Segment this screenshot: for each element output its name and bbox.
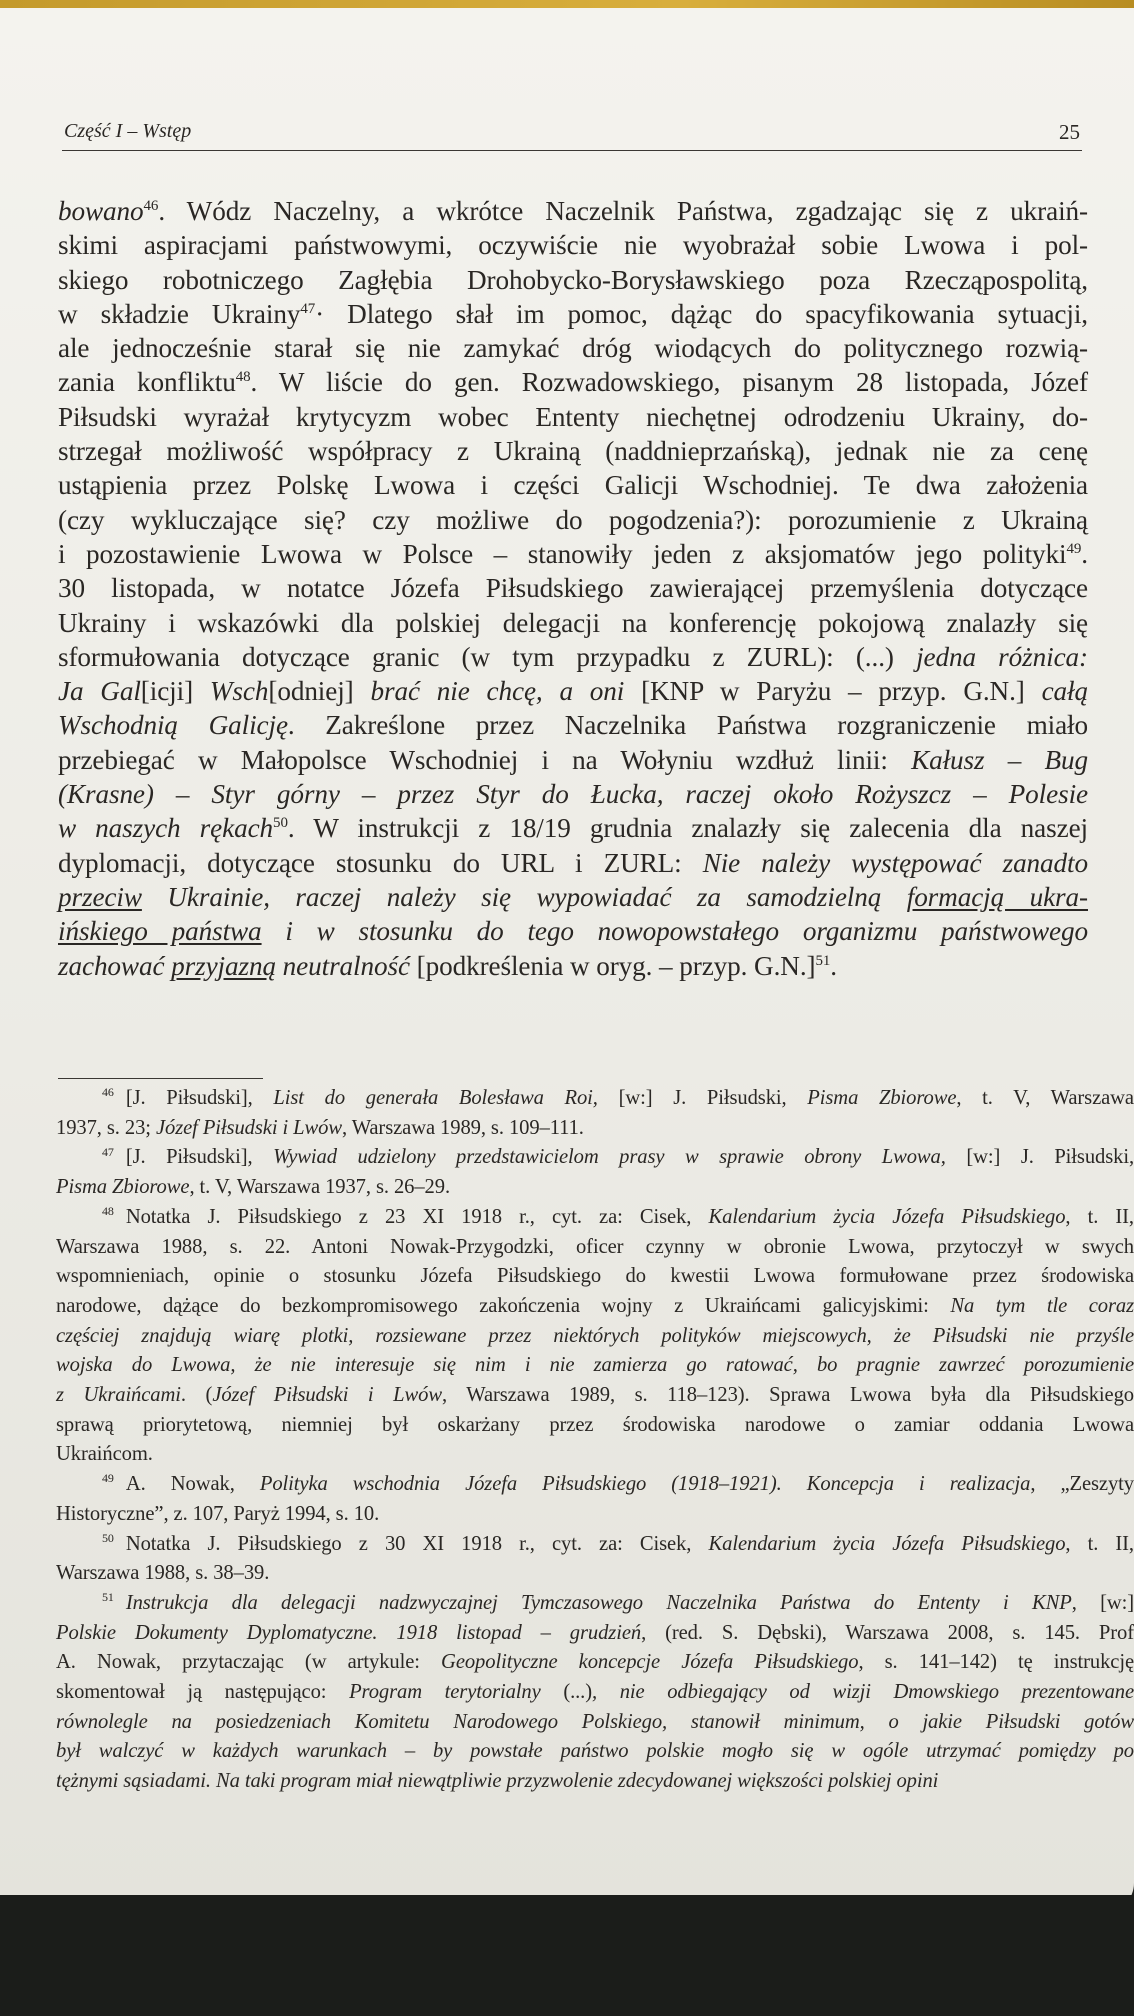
text-run: sformułowania dotyczące granic (w tym przypadku z ZURL): (...) (58, 641, 917, 672)
text-run: 30 listopada, w notatce Józefa Piłsudskiego zawierającej przemyślenia dotyczące (58, 573, 1088, 604)
text-run: A. Nowak, (125, 1473, 260, 1496)
text-line (58, 400, 1088, 434)
text-run: [w:] J. Piłsudski, (966, 1146, 1134, 1169)
text-run: bowano (58, 196, 144, 226)
text-line (58, 263, 1088, 297)
text-line (58, 880, 1088, 914)
text-run: ustąpienia przez Polskę Lwowa i części Galicji Wschodniej. Te dwa założenia (58, 470, 1088, 501)
text-line (58, 297, 1088, 331)
text-run: [J. Piłsudski], (125, 1087, 274, 1109)
text-line (58, 914, 1088, 948)
text-run: Kalendarium życia Józefa Piłsudskiego (708, 1532, 1066, 1555)
text-run: (czy wykluczające się? czy możliwe do pogodzenia?): porozumienie z Ukrainą (58, 504, 1088, 535)
text-run: Pisma Zbiorowe (56, 1176, 190, 1199)
text-line (58, 743, 1088, 777)
text-line (58, 434, 1088, 468)
text-line (58, 468, 1088, 502)
dark-background (0, 1895, 1134, 2016)
text-run: z Ukraińcami (56, 1384, 181, 1407)
text-run: brać nie chcę, a oni (370, 676, 642, 707)
footnote-line (56, 1292, 1134, 1322)
text-run: i w stosunku do tego nowopowstałego organizmu państwowego (261, 916, 1088, 947)
text-run: , t. V, Warszawa (956, 1087, 1134, 1109)
footnote-line (56, 1619, 1134, 1649)
text-run: Wsch (209, 676, 269, 707)
text-run: ale jednocześnie starał się nie zamykać dróg wiodących do politycznego rozwią- (58, 333, 1088, 364)
footnote-line (56, 1530, 1134, 1560)
footnote-line (56, 1411, 1134, 1441)
text-run: [J. Piłsudski], (125, 1146, 274, 1169)
footnote-line (56, 1767, 1134, 1797)
text-run: w naszych rękach (58, 813, 274, 844)
text-run: strzegał możliwość współpracy z Ukrainą (naddnieprzańską), jednak nie za cenę (58, 436, 1088, 467)
underlined-text: formacją ukra- (906, 881, 1088, 912)
text-run: tężnymi sąsiadami. Na taki program miał niewątpliwie przyzwolenie zdecydowanej większości polskiej opini (56, 1770, 939, 1793)
text-run: w składzie Ukrainy (58, 298, 301, 329)
footnote-line (56, 1114, 1134, 1144)
text-run: . (1081, 538, 1088, 569)
text-run: Nie należy występować zanadto (702, 847, 1088, 878)
text-run: Notatka J. Piłsudskiego z 30 XI 1918 r., cyt. za: Cisek, (125, 1532, 709, 1555)
text-run: wspomnieniach, opinie o stosunku Józefa Piłsudskiego do kwestii Lwowa formułowane przez środowiska (56, 1265, 1134, 1288)
text-line (58, 949, 1088, 983)
text-run: Ukraińcom. (56, 1443, 153, 1466)
text-run: narodowe, dążące do bezkompromisowego zakończenia wojny z Ukraińcami galicyjskimi: (56, 1294, 951, 1317)
footnote-ref: 49 (1066, 540, 1082, 557)
running-header (62, 116, 1082, 151)
text-run: częściej znajdują wiarę plotki, rozsiewane przez niektórych polityków miejscowych, że Piłsudski nie przyśle (56, 1324, 1134, 1347)
footnote-line (56, 1500, 1134, 1530)
text-run: Notatka J. Piłsudskiego z 23 XI 1918 r., cyt. za: Cisek, (125, 1205, 709, 1228)
text-run: [w:] J. Piłsudski, (618, 1087, 808, 1109)
footnote-number: 51 (102, 1590, 114, 1605)
text-run: , (red. S. Dębski), Warszawa 2008, s. 145. Prof (641, 1621, 1134, 1644)
text-run: A. Nowak, przytaczając (w artykule: (56, 1651, 442, 1674)
text-run: wojska do Lwowa, że nie interesuje się nim i nie zamierza go ratować, bo pragnie zawrzeć porozumienie (56, 1354, 1134, 1377)
text-line (58, 606, 1088, 640)
text-run: . W instrukcji z 18/19 grudnia znalazły się zalecenia dla naszej (287, 813, 1088, 844)
text-line (58, 708, 1088, 742)
footnote-number: 46 (102, 1085, 114, 1100)
text-line (58, 228, 1088, 262)
text-run: (Krasne) – Styr górny – przez Styr do Łucka, raczej około Rożyszcz – Polesie (58, 779, 1088, 810)
text-run: Ukrainy i wskazówki dla polskiej delegacji na konferencję pokojową znalazły się (58, 607, 1088, 638)
text-run: , t. II, (1065, 1532, 1134, 1555)
text-run: dyplomacji, dotyczące stosunku do URL i ZURL: (58, 847, 703, 878)
underlined-text: przyjazną (171, 950, 276, 981)
footnote-ref: 50 (273, 815, 288, 832)
text-run: Historyczne”, z. 107, Paryż 1994, s. 10. (56, 1502, 380, 1525)
text-run: Program terytorialny (349, 1681, 564, 1704)
text-run: Wschodnią Galicję (58, 710, 288, 741)
footnote-ref: 51 (815, 952, 831, 969)
text-line (58, 777, 1088, 811)
text-run: skiego robotniczego Zagłębia Drohobycko-Borysławskiego poza Rzecząpospolitą, (58, 264, 1088, 295)
text-run: sprawą priorytetową, niemniej był oskarżany przez środowiska narodowe o zamiar oddania Lwowa (56, 1413, 1134, 1436)
footnote-line (56, 1708, 1134, 1738)
page-number: 25 (1059, 120, 1080, 144)
underlined-text: przeciw (58, 881, 142, 912)
footnote-line (56, 1648, 1134, 1678)
main-text (58, 194, 1088, 983)
text-run: Warszawa 1988, s. 22. Antoni Nowak-Przygodzki, oficer czynny w obronie Lwowa, przytoczył w swych (56, 1235, 1134, 1258)
footnote-line (56, 1143, 1134, 1173)
text-run: Instrukcja dla delegacji nadzwyczajnej Tymczasowego Naczelnika Państwa do Ententy i KNP (125, 1591, 1072, 1614)
text-run: zania konfliktu (58, 367, 236, 398)
footnote-line (56, 1470, 1134, 1500)
text-run: Pisma Zbiorowe (807, 1087, 957, 1109)
text-run: 1937, s. 23; (56, 1116, 156, 1139)
text-run: . (830, 950, 837, 981)
footnote-number: 50 (102, 1530, 114, 1545)
text-run: Geopolityczne koncepcje Józefa Piłsudskiego (441, 1651, 859, 1674)
text-run: Józef Piłsudski i Lwów (155, 1116, 342, 1139)
text-run: , [w:] (1071, 1591, 1134, 1614)
text-run: zachować (58, 950, 172, 981)
footnote-line (56, 1381, 1134, 1411)
book-page (0, 8, 1134, 1913)
footnote-line (56, 1351, 1134, 1381)
text-run: był walczyć w każdych warunkach – by powstałe państwo polskie mogło się w ogóle utrzymać pomiędzy po (56, 1740, 1134, 1763)
footnote-line (56, 1440, 1134, 1470)
text-run: równolegle na posiedzeniach Komitetu Narodowego Polskiego, stanowił minimum, o jakie Piłsudski gotów (56, 1710, 1134, 1733)
footnote-ref: 47 (300, 300, 316, 317)
footnotes (56, 1084, 1134, 1797)
text-line (58, 846, 1088, 880)
footnote-ref: 48 (235, 369, 251, 386)
text-run: [podkreślenia w oryg. – przyp. G.N.] (416, 950, 816, 981)
footnote-line (56, 1262, 1134, 1292)
text-line (58, 674, 1088, 708)
text-run: Piłsudski wyrażał krytycyzm wobec Ententy niechętnej odrodzeniu Ukrainy, do- (58, 401, 1088, 432)
text-run: Polityka wschodnia Józefa Piłsudskiego (1918–1921). Koncepcja i realizacja (259, 1473, 1031, 1496)
section-title: Część I – Wstęp (64, 120, 192, 142)
text-run: , „Zeszyty (1030, 1473, 1134, 1496)
text-run: , s. 141–142) tę instrukcję (858, 1651, 1134, 1674)
text-run: Warszawa 1988, s. 38–39. (56, 1562, 270, 1585)
text-run: Polskie Dokumenty Dyplomatyczne. 1918 listopad – grudzień (56, 1621, 642, 1644)
text-run: Józef Piłsudski i Lwów (212, 1384, 442, 1407)
text-run: , t. II, (1065, 1205, 1134, 1228)
text-run: i pozostawienie Lwowa w Polsce – stanowiły jeden z aksjomatów jego polityki (58, 538, 1067, 569)
text-line (58, 503, 1088, 537)
text-run: , nie odbiegający od wizji Dmowskiego prezentowane (592, 1681, 1134, 1704)
text-run: całą (1041, 676, 1088, 707)
footnote-ref: 46 (143, 197, 159, 214)
footnote-line (56, 1737, 1134, 1767)
text-run: (...) (563, 1681, 592, 1704)
text-run: . Zakreślone przez Naczelnika Państwa rozgraniczenie miało (287, 710, 1088, 741)
text-line (58, 571, 1088, 605)
text-line (58, 331, 1088, 365)
text-run: skimi aspiracjami państwowymi, oczywiście nie wyobrażał sobie Lwowa i pol- (58, 230, 1088, 261)
text-run: . W liście do gen. Rozwadowskiego, pisanym 28 listopada, Józef (250, 367, 1088, 398)
text-run: przebiegać w Małopolsce Wschodniej i na Wołyniu wzdłuż linii: (58, 744, 912, 775)
text-run: Ja Gal (58, 676, 141, 707)
footnote-number: 49 (102, 1471, 114, 1486)
text-line (58, 811, 1088, 845)
text-run: , Warszawa 1989, s. 118–123). Sprawa Lwowa była dla Piłsudskiego (441, 1384, 1134, 1407)
text-run: , Warszawa 1989, s. 109–111. (341, 1116, 584, 1139)
text-run: Wywiad udzielony przedstawicielom prasy w sprawie obrony Lwowa, (273, 1146, 967, 1169)
footnote-line (56, 1589, 1134, 1619)
underlined-text: ińskiego państwa (58, 916, 262, 947)
footnote-line (56, 1084, 1134, 1114)
text-line (58, 640, 1088, 674)
text-run: Kalendarium życia Józefa Piłsudskiego (708, 1205, 1066, 1228)
text-line (58, 365, 1088, 399)
text-run: [odniej] (268, 676, 371, 707)
text-run: [KNP w Paryżu – przyp. G.N.] (641, 676, 1042, 707)
text-line (58, 537, 1088, 571)
text-run: neutralność (275, 950, 417, 981)
text-run: Na tym tle coraz (950, 1294, 1134, 1317)
text-run: Kałusz – Bug (911, 744, 1088, 775)
text-line (58, 194, 1088, 228)
footnote-line (56, 1678, 1134, 1708)
footnote-line (56, 1322, 1134, 1352)
footnote-line (56, 1559, 1134, 1589)
text-run: [icji] (140, 676, 210, 707)
text-run: Ukrainie, raczej należy się wypowiadać za samodzielną (141, 881, 907, 912)
footnote-number: 48 (102, 1203, 114, 1218)
text-run: skomentował ją następująco: (56, 1681, 350, 1704)
text-run: , t. V, Warszawa 1937, s. 26–29. (189, 1176, 450, 1199)
footnote-number: 47 (102, 1144, 114, 1159)
text-run: List do generała Bolesława Roi, (273, 1087, 619, 1109)
footnote-separator (58, 1078, 263, 1079)
text-run: jedna różnica: (916, 641, 1088, 672)
footnote-line (56, 1233, 1134, 1263)
text-run: . Wódz Naczelny, a wkrótce Naczelnik Państwa, zgadzając się z ukraiń- (158, 196, 1088, 226)
footnote-line (56, 1203, 1134, 1233)
text-run: . ( (180, 1384, 213, 1407)
footnote-line (56, 1173, 1134, 1203)
text-run: · Dlatego słał im pomoc, dążąc do spacyfikowania sytuacji, (315, 298, 1089, 329)
